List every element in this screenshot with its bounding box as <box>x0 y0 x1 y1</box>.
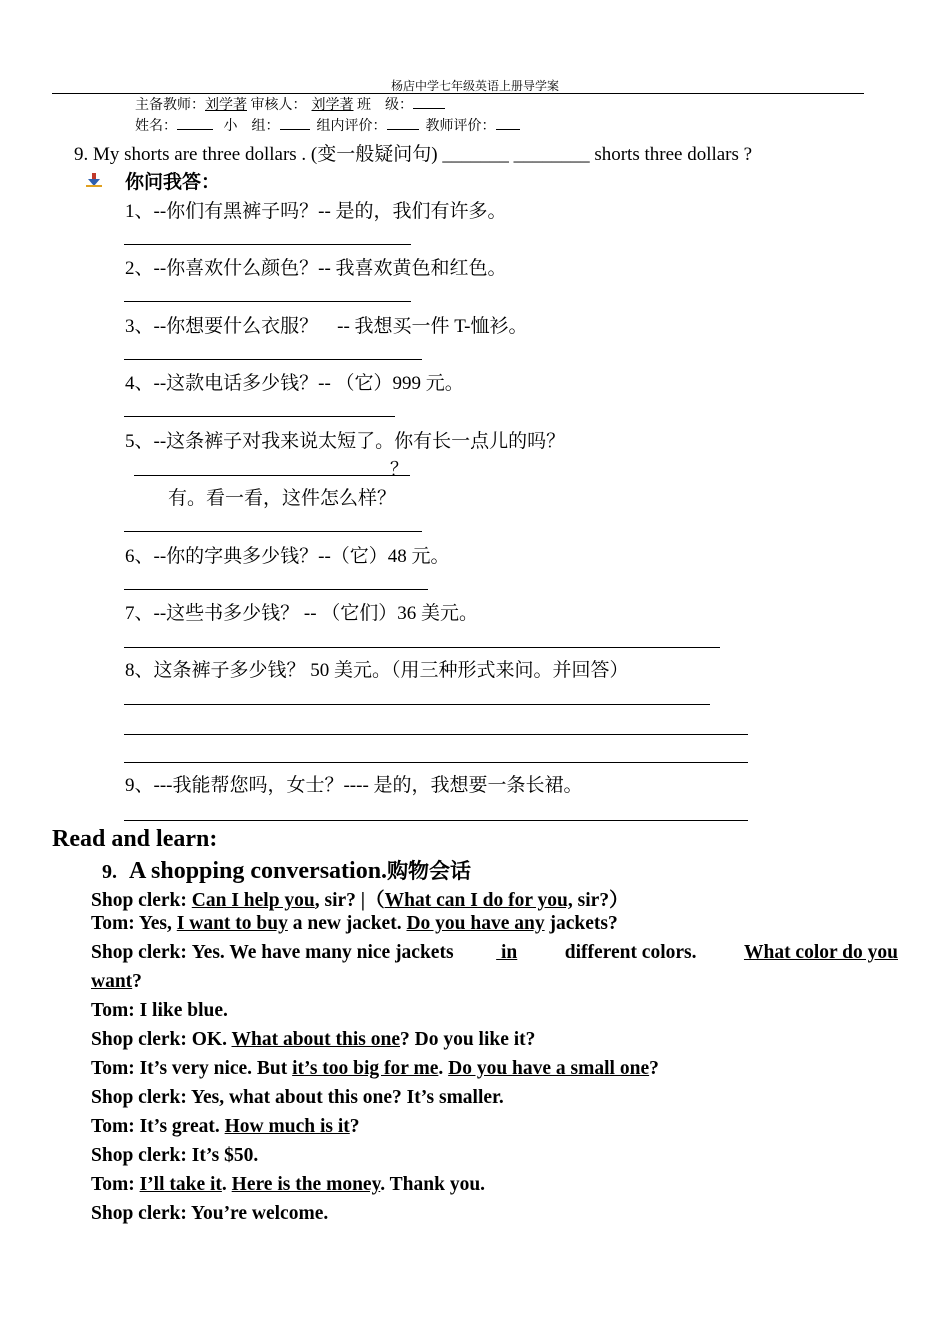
teacher-eval-label: 教师评价： <box>425 119 496 134</box>
underlined-phrase: What can I do for you, <box>384 890 573 911</box>
qa-item-1: 1、--你们有黑裤子吗？-- 是的，我们有许多。 <box>125 201 507 222</box>
teacher-eval-blank[interactable] <box>496 115 520 130</box>
speaker-label: Tom: <box>91 913 139 934</box>
group-blank[interactable] <box>280 115 310 130</box>
phrase: Yes, what about this one? It’s smaller. <box>191 1087 504 1108</box>
phrase: It’s very nice. But <box>139 1058 293 1079</box>
qa-heading: 你问我答： <box>125 172 221 193</box>
dialogue-line <box>91 1116 360 1138</box>
dialogue-line <box>91 1058 659 1080</box>
qa-item-6: 6、--你的字典多少钱？--（它）48 元。 <box>125 546 450 567</box>
underlined-phrase: it’s too big for me <box>292 1058 439 1079</box>
answer-line-9[interactable] <box>124 820 748 821</box>
phrase: Yes, <box>138 913 177 934</box>
line-text <box>192 1145 258 1166</box>
answer-line-1[interactable] <box>124 244 411 245</box>
q5-question-mark: ？ <box>390 459 408 479</box>
read-learn-heading: Read and learn: <box>52 826 218 852</box>
name-label: 姓名： <box>135 119 177 134</box>
group-eval-label: 组内评价： <box>316 119 387 134</box>
phrase: . <box>438 1058 449 1079</box>
class-label: 班 级： <box>357 98 413 113</box>
speaker-label: Shop clerk: <box>91 1087 192 1108</box>
answer-line-5a[interactable] <box>134 475 410 476</box>
teacher-label: 主备教师： <box>135 98 205 113</box>
read-learn-subheading <box>102 855 471 885</box>
phrase: jackets? <box>544 913 618 934</box>
phrase: It’s $50. <box>191 1145 259 1166</box>
phrase: different colors. <box>559 942 702 963</box>
line-text <box>140 1058 659 1079</box>
subheading-text: A shopping conversation. <box>129 858 388 884</box>
speaker-label: Tom: <box>91 1000 140 1021</box>
phrase: You’re welcome. <box>191 1203 329 1224</box>
dialogue-line <box>91 1145 258 1167</box>
line-text <box>140 1116 360 1137</box>
group-eval-blank[interactable] <box>387 115 419 130</box>
dialogue-line <box>91 1203 328 1225</box>
dialogue-line <box>91 971 142 993</box>
line-text <box>140 1174 485 1195</box>
exercise-9-prompt: 9. My shorts are three dollars . (变一般疑问句) <box>74 144 443 165</box>
phrase: ? Do you like it? <box>400 1029 536 1050</box>
qa-item-9: 9、---我能帮您吗，女士？---- 是的，我想要一条长裙。 <box>125 775 583 796</box>
answer-line-7[interactable] <box>124 647 720 648</box>
phrase: ? <box>649 1058 659 1079</box>
answer-line-8c[interactable] <box>124 762 748 763</box>
subheading-cn: 购物会话 <box>387 859 472 883</box>
qa-item-5: 5、--这条裤子对我来说太短了。你有长一点儿的吗？ <box>125 431 566 452</box>
underlined-phrase: I want to buy <box>176 913 288 934</box>
phrase: I like blue. <box>139 1000 228 1021</box>
answer-line-4[interactable] <box>124 416 395 417</box>
reviewer-label: 审核人： <box>250 98 307 113</box>
name-blank[interactable] <box>177 115 213 130</box>
group-label: 小 组： <box>223 119 280 134</box>
speaker-label: Shop clerk: <box>91 1145 192 1166</box>
dialogue-line <box>91 942 898 964</box>
dialogue-line <box>91 1029 535 1051</box>
document-title: 杨店中学七年级英语上册导学案 <box>390 79 559 93</box>
underlined-phrase: Do you have any <box>406 913 545 934</box>
qa-item-4: 4、--这款电话多少钱？-- （它）999 元。 <box>125 373 464 394</box>
dialogue-line <box>91 1174 485 1196</box>
line-text <box>192 942 898 964</box>
answer-line-6[interactable] <box>124 589 428 590</box>
header-meta-row1 <box>135 94 445 114</box>
dialogue-line <box>91 884 629 912</box>
line-text <box>192 1029 536 1050</box>
exercise-9 <box>74 139 752 166</box>
phrase: a new jacket. <box>287 913 407 934</box>
dialogue-line <box>91 1000 228 1022</box>
speaker-label: Tom: <box>91 1174 140 1195</box>
speaker-label: Shop clerk: <box>91 1029 192 1050</box>
line-text <box>191 1087 504 1108</box>
answer-line-8a[interactable] <box>124 704 710 705</box>
teacher-name: 刘学著 <box>205 98 247 113</box>
speaker-label: Shop clerk: <box>91 942 192 963</box>
phrase: , sir? |（ <box>314 890 385 911</box>
underlined-phrase: What color do you <box>743 942 898 963</box>
exercise-9-blanks[interactable]: _______ ________ <box>442 144 590 165</box>
down-arrow-bullet-icon <box>86 172 102 188</box>
phrase: ? <box>349 1116 360 1137</box>
line-text <box>191 1203 328 1224</box>
reviewer-name: 刘学著 <box>311 98 354 113</box>
qa-item-8: 8、这条裤子多少钱？ 50 美元。（用三种形式来问。并回答） <box>125 660 629 681</box>
speaker-label: Shop clerk: <box>91 890 192 911</box>
underlined-phrase: want <box>91 971 133 992</box>
phrase: It’s great. <box>139 1116 225 1137</box>
exercise-9-tail: shorts three dollars ? <box>589 144 753 165</box>
underlined-phrase: Can I help you <box>191 890 315 911</box>
dialogue-line <box>91 913 618 935</box>
phrase: . Thank you. <box>380 1174 486 1195</box>
underlined-phrase: What about this one <box>231 1029 400 1050</box>
qa-item-3: 3、--你想要什么衣服？ -- 我想买一件 T-恤衫。 <box>125 316 528 337</box>
speaker-label: Tom: <box>91 1116 140 1137</box>
line-text <box>91 971 142 992</box>
dialogue-line <box>91 1087 504 1109</box>
phrase: . <box>221 1174 232 1195</box>
qa-item-5-reply: 有。看一看，这件怎么样？ <box>168 488 397 509</box>
line-text <box>192 890 629 911</box>
phrase: Yes. We have many nice jackets <box>191 942 454 963</box>
line-text <box>139 913 618 934</box>
underlined-phrase: How much is it <box>224 1116 350 1137</box>
underlined-phrase: in <box>496 942 518 963</box>
qa-item-7: 7、--这些书多少钱？ -- （它们）36 美元。 <box>125 603 479 624</box>
speaker-label: Shop clerk: <box>91 1203 192 1224</box>
answer-line-3[interactable] <box>124 359 422 360</box>
class-blank[interactable] <box>413 94 445 109</box>
line-text <box>140 1000 228 1021</box>
answer-line-2[interactable] <box>124 301 411 302</box>
phrase: ? <box>132 971 142 992</box>
underlined-phrase: I’ll take it <box>139 1174 222 1195</box>
answer-line-8b[interactable] <box>124 734 748 735</box>
header-meta-row2 <box>135 115 520 135</box>
phrase: sir?） <box>572 890 629 911</box>
qa-item-2: 2、--你喜欢什么颜色？-- 我喜欢黄色和红色。 <box>125 258 507 279</box>
speaker-label: Tom: <box>91 1058 140 1079</box>
underlined-phrase: Do you have a small one <box>448 1058 650 1079</box>
subheading-number: 9. <box>102 861 117 883</box>
underlined-phrase: Here is the money <box>231 1174 381 1195</box>
phrase: OK. <box>191 1029 232 1050</box>
answer-line-5b[interactable] <box>124 531 422 532</box>
